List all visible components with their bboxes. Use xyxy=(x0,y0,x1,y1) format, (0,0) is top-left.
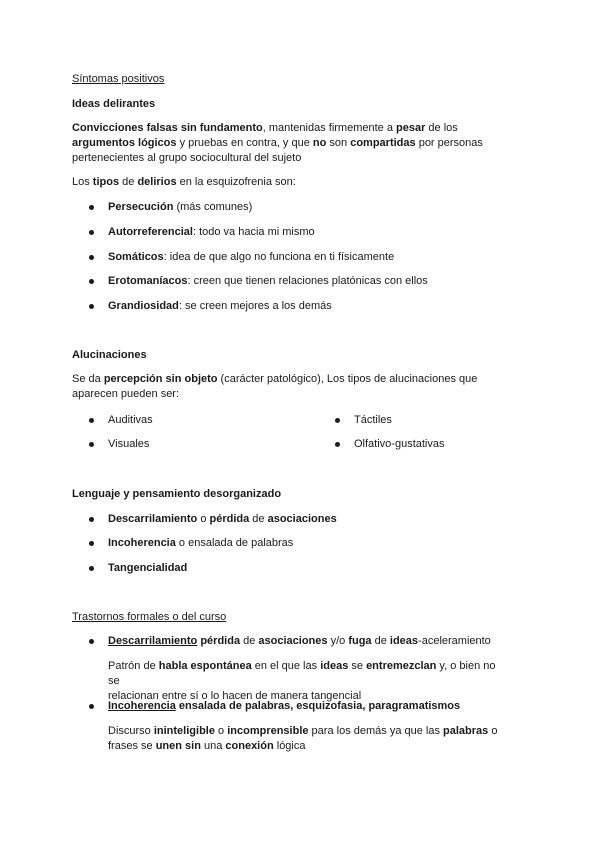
bullet-icon xyxy=(335,418,340,423)
heading-ideas-delirantes: Ideas delirantes xyxy=(72,98,156,110)
ideas-definition-line-1: Convicciones falsas sin fundamento, mantenidas firmemente a pesar de los xyxy=(72,122,458,134)
bullet-icon xyxy=(89,566,94,571)
bullet-icon xyxy=(89,517,94,522)
heading-alucinaciones: Alucinaciones xyxy=(72,349,147,361)
bullet-icon xyxy=(89,704,94,709)
bullet-icon xyxy=(89,279,94,284)
incoherencia-explanation-line-1: Discurso ininteligible o incomprensible para los demás ya que las palabras o xyxy=(108,725,498,737)
descarrilamiento-explanation-line-1: Patrón de habla espontánea en el que las ideas se entremezclan y, o bien no se xyxy=(108,660,496,687)
alucinaciones-definition-line-1: Se da percepción sin objeto (carácter patológico), Los tipos de alucinaciones que xyxy=(72,373,478,385)
incoherencia-explanation-line-2: frases se unen sin una conexión lógica xyxy=(108,740,306,752)
ideas-definition-line-3: pertenecientes al grupo sociocultural del sujeto xyxy=(72,152,302,164)
bullet-icon xyxy=(89,230,94,235)
descarrilamiento-explanation-line-2: relacionan entre sí o lo hacen de manera tangencial xyxy=(108,690,362,702)
bullet-icon xyxy=(89,304,94,309)
incoherencia-explanation xyxy=(108,724,508,754)
bullet-icon xyxy=(89,639,94,644)
alucinaciones-definition-line-2: aparecen pueden ser: xyxy=(72,388,180,400)
section-title-trastornos-formales: Trastornos formales o del curso xyxy=(72,611,227,623)
delirios-intro: Los tipos de delirios en la esquizofrenia son: xyxy=(72,176,296,188)
section-title-sintomas-positivos: Síntomas positivos xyxy=(72,73,165,85)
descarrilamiento-explanation xyxy=(108,659,508,704)
document-page: Síntomas positivos Ideas delirantes Convicciones falsas sin fundamento, mantenidas firmemente a pesar de los argumentos lógicos y pruebas en contra, y que no son compartidas por personas pertenecientes al grupo sociocultural del sujeto Los tipos de delirios en la esquizofrenia son: Persecución (más comunes) Autorreferencial: todo va hacia mi mismo Somáticos: idea de que algo no funciona en ti físicamente Erotomaníacos: creen que tienen relaciones platónicas con ellos Grandiosidad: se creen mejores a los demás Alucinaciones Se da percepción sin objeto (carácter patológico), Los tipos de alucinaciones que aparecen pueden ser: Auditivas Táctiles Visuales Olfativo-gustativas Lenguaje y pensamiento desorganizado Descarrilamiento o pérdida de asociaciones Incoherencia o ensalada de palabras Tangencialidad Trastornos formales o del curso Descarrilamiento pérdida de asociaciones y/o fuga de ideas-aceleramiento Patrón de habla espontánea en el que las ideas se entremezclan y, o bien no se relacionan entre sí o lo hacen de manera tangencial Incoherencia ensalada de palabras, esquizofasia, paragramatismos Discurso ininteligible o incomprensible para los demás ya que las palabras o frases se unen sin una conexión lógica xyxy=(0,0,600,848)
bullet-icon xyxy=(89,205,94,210)
bullet-icon xyxy=(335,442,340,447)
ideas-definition xyxy=(72,121,512,166)
ideas-definition-line-2: argumentos lógicos y pruebas en contra, y que no son compartidas por personas xyxy=(72,137,483,149)
heading-lenguaje-desorganizado: Lenguaje y pensamiento desorganizado xyxy=(72,488,282,500)
alucinaciones-definition xyxy=(72,372,512,402)
bullet-icon xyxy=(89,255,94,260)
bullet-icon xyxy=(89,541,94,546)
bullet-icon xyxy=(89,442,94,447)
bullet-icon xyxy=(89,418,94,423)
